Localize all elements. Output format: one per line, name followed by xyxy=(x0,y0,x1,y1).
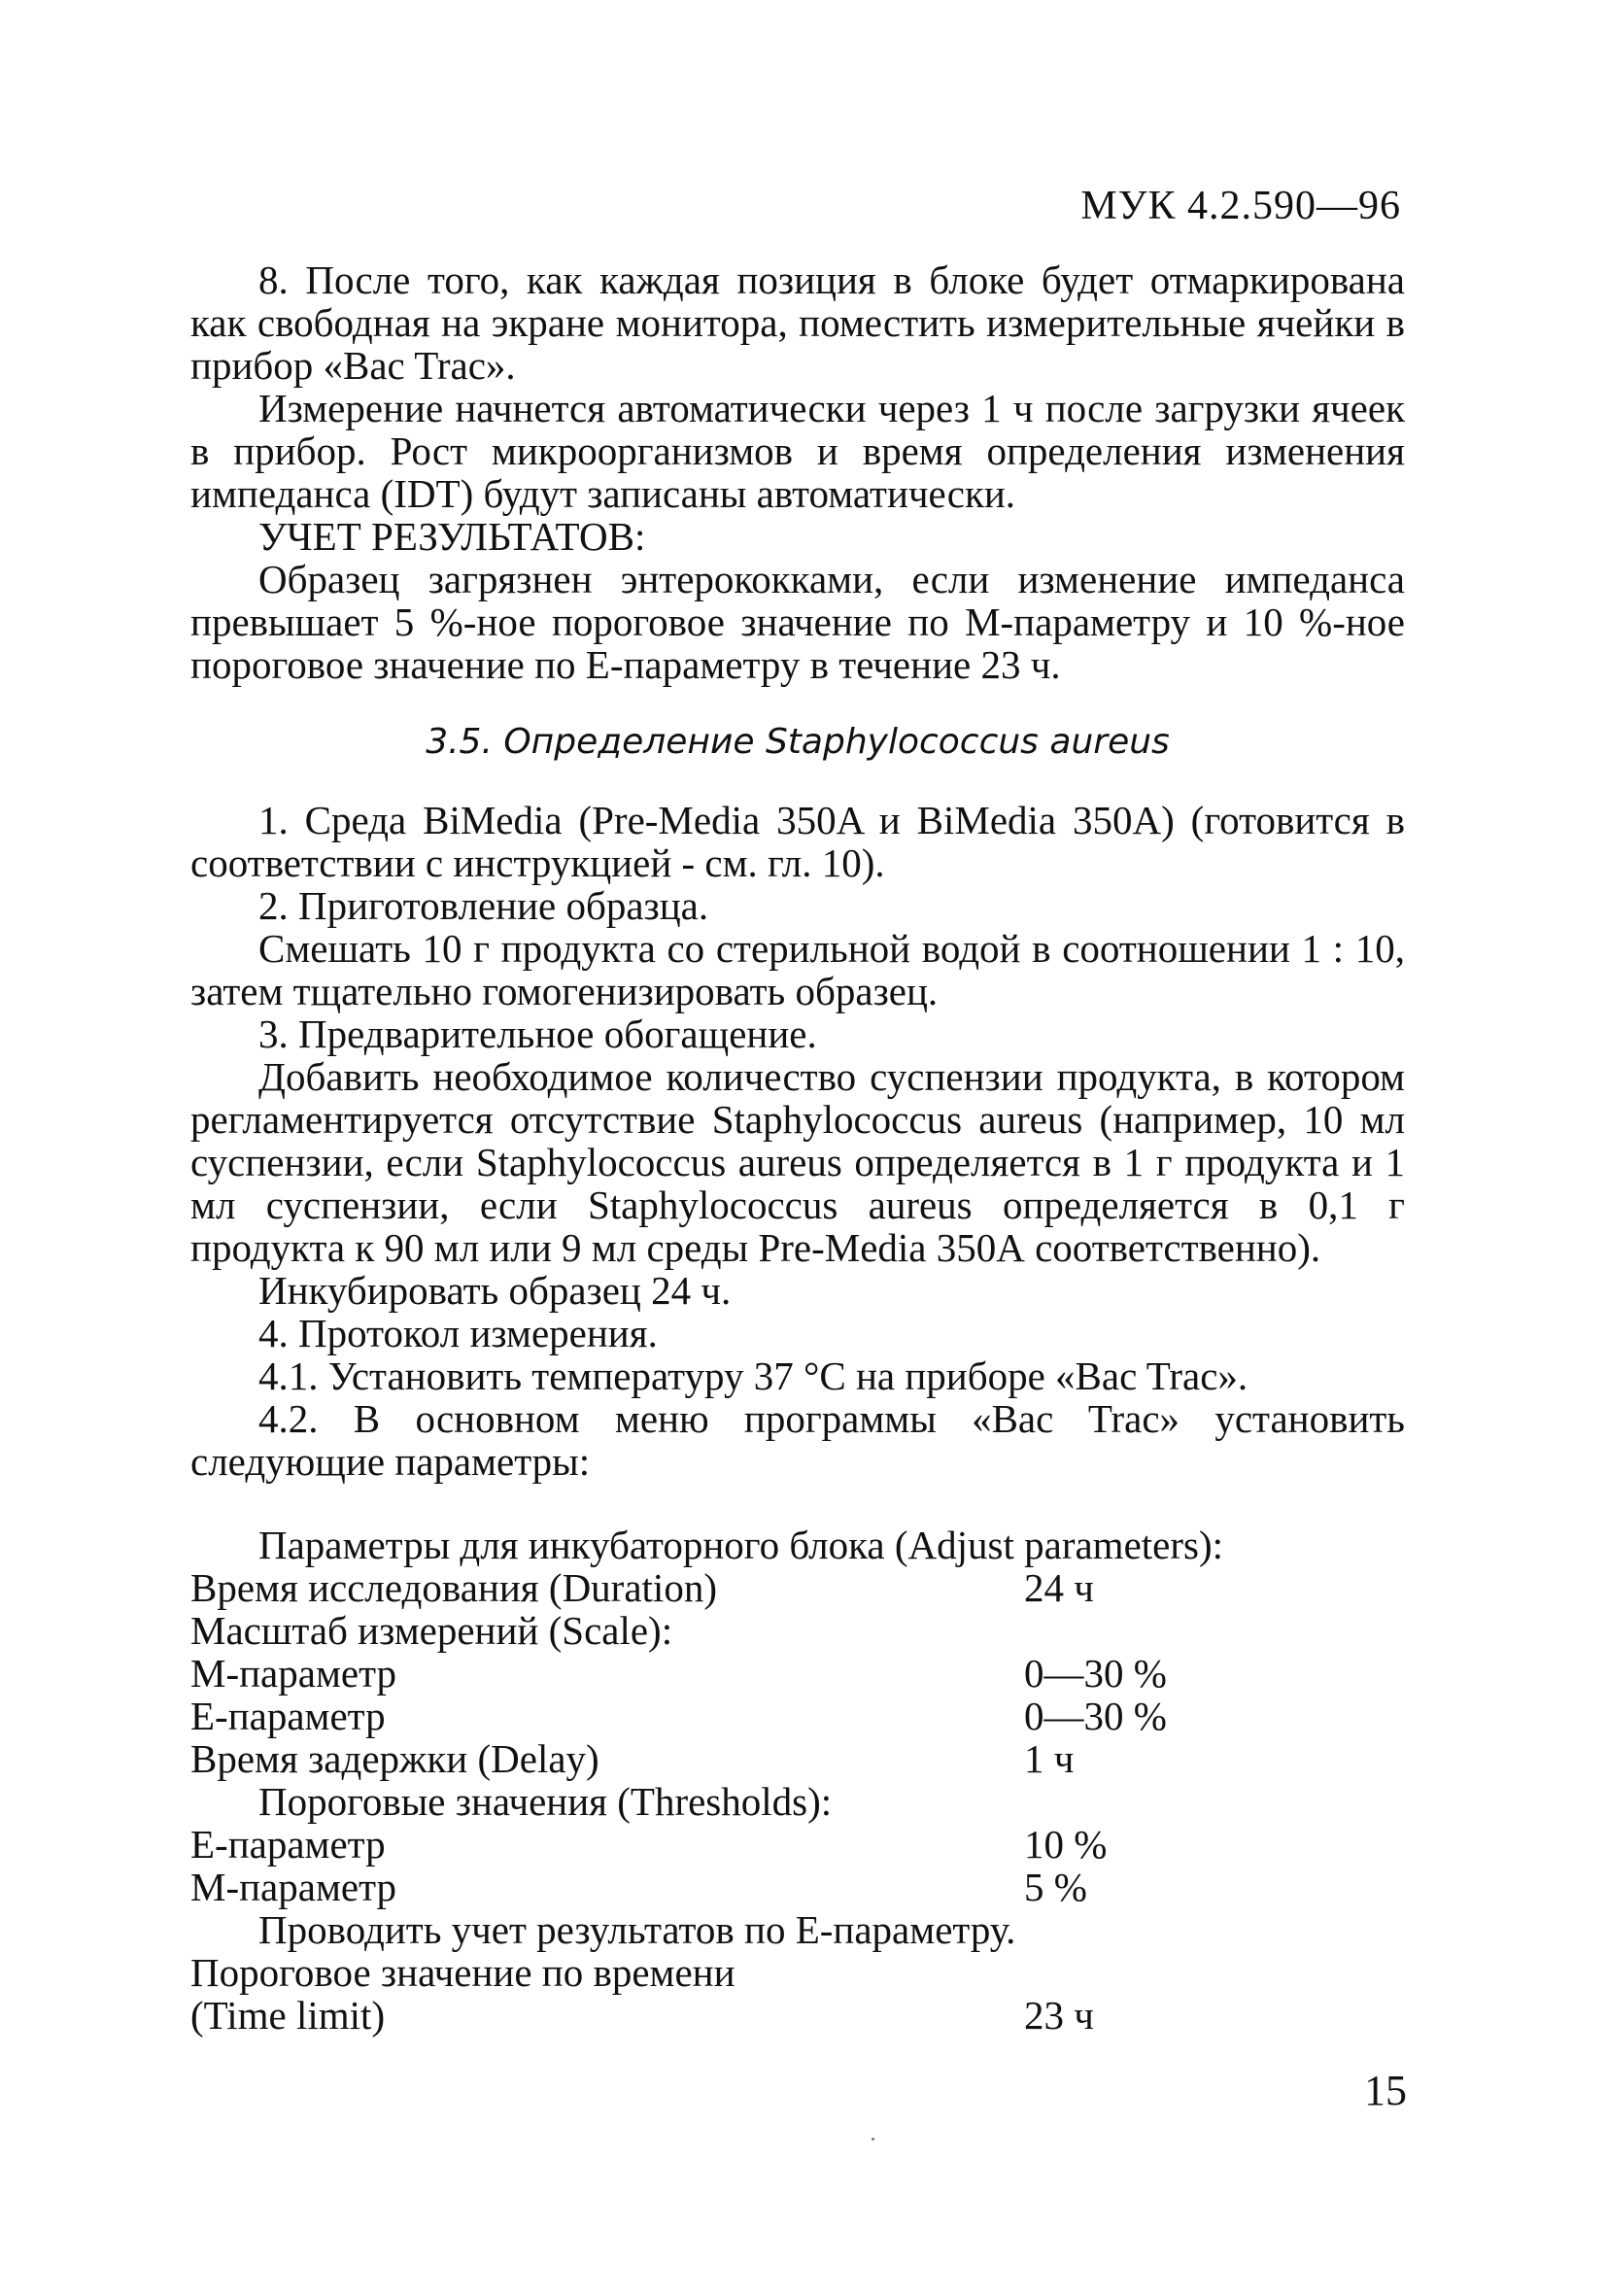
param-threshold-m-value: 5 % xyxy=(1024,1865,1087,1909)
param-threshold-e-value: 10 % xyxy=(1024,1822,1108,1867)
param-time-limit-value: 23 ч xyxy=(1024,1993,1094,2038)
param-time-limit-label-2: (Time limit) xyxy=(190,1993,386,2038)
param-e-label: Е-параметр xyxy=(190,1694,386,1738)
param-thresholds-heading xyxy=(190,1780,1405,1823)
paragraph-sample-prep: Смешать 10 г продукта со стерильной водой в соотношении 1 : 10, затем тщательно гомогенизировать образец. xyxy=(190,926,1405,1013)
param-thresholds-heading-text: Пороговые значения (Thresholds): xyxy=(258,1779,833,1824)
param-row-threshold-e xyxy=(190,1823,1405,1866)
param-e-value: 0—30 % xyxy=(1024,1694,1167,1738)
param-row-eval xyxy=(190,1908,1405,1951)
param-row-time-limit-1 xyxy=(190,1951,1405,1994)
paragraph-step-8: 8. После того, как каждая позиция в блоке будет отмаркирована как свободная на экране монитора, поместить измерительные ячейки в прибор «Bac Trac». xyxy=(190,257,1405,388)
paragraph-sample-prep-title: 2. Приготовление образца. xyxy=(258,883,709,928)
param-row-e xyxy=(190,1695,1405,1737)
param-threshold-e-label: Е-параметр xyxy=(190,1822,386,1867)
paragraph-enrichment: Добавить необходимое количество суспензии продукта, в котором регламентируется отсутствие Staphylococcus aureus (например, 10 мл суспензии, если Staphylococcus aureus определяется в 1 г продукта и 1 мл суспензии, если Staphylococcus aureus определяется в 0,1 г продукта к 90 мл или 9 мл среды Pre-Media 350А соответственно). xyxy=(190,1054,1405,1270)
parameter-list xyxy=(190,1524,1405,2048)
param-m-value: 0—30 % xyxy=(1024,1651,1167,1696)
param-scale-label: Масштаб измерений (Scale): xyxy=(190,1608,673,1653)
document-code-header: МУК 4.2.590—96 xyxy=(1080,184,1401,228)
paragraph-menu-params: 4.2. В основном меню программы «Bac Trac» установить следующие параметры: xyxy=(190,1396,1405,1484)
paragraph-block-measurement xyxy=(190,258,1405,686)
param-row-threshold-m xyxy=(190,1866,1405,1908)
paragraph-block-staphylococcus xyxy=(190,799,1405,1483)
section-title-wrapper xyxy=(190,721,1405,764)
param-row-delay xyxy=(190,1737,1405,1780)
paragraph-measurement-start: Измерение начнется автоматически через 1 ч после загрузки ячеек в прибор. Рост микроорганизмов и время определения изменения импеданса (IDT) будут записаны автоматически. xyxy=(190,386,1405,516)
section-title: 3.5. Определение Staphylococcus aureus xyxy=(426,722,1170,762)
param-m-label: М-параметр xyxy=(190,1651,397,1696)
param-eval-text: Проводить учет результатов по Е-параметру. xyxy=(258,1907,1016,1952)
param-row-m xyxy=(190,1652,1405,1695)
param-adjust-heading xyxy=(190,1524,1405,1566)
param-threshold-m-label: М-параметр xyxy=(190,1865,397,1909)
paragraph-temperature: 4.1. Установить температуру 37 °С на приборе «Bac Trac». xyxy=(258,1354,1248,1398)
paragraph-protocol-title: 4. Протокол измерения. xyxy=(258,1311,658,1355)
paragraph-incubate: Инкубировать образец 24 ч. xyxy=(258,1268,732,1313)
param-row-scale xyxy=(190,1609,1405,1652)
paragraph-enrichment-title: 3. Предварительное обогащение. xyxy=(258,1011,817,1056)
paragraph-results: Образец загрязнен энтерококками, если изменение импеданса превышает 5 %-ное пороговое значение по М-параметру и 10 %-ное пороговое значение по Е-параметру в течение 23 ч. xyxy=(190,557,1405,687)
param-time-limit-label-1: Пороговое значение по времени xyxy=(190,1950,735,1995)
scan-speck xyxy=(872,2138,874,2141)
param-delay-label: Время задержки (Delay) xyxy=(190,1736,599,1781)
paragraph-media: 1. Среда BiMedia (Pre-Media 350A и BiMedia 350А) (готовится в соответствии с инструкцией - см. гл. 10). xyxy=(190,798,1405,885)
param-adjust-heading-text: Параметры для инкубаторного блока (Adjust parameters): xyxy=(258,1523,1224,1567)
page-number: 15 xyxy=(1364,2067,1407,2114)
results-heading: УЧЕТ РЕЗУЛЬТАТОВ: xyxy=(258,514,646,559)
param-duration-label: Время исследования (Duration) xyxy=(190,1565,717,1610)
param-delay-value: 1 ч xyxy=(1024,1736,1075,1781)
param-duration-value: 24 ч xyxy=(1024,1565,1094,1610)
param-row-time-limit-2 xyxy=(190,1994,1405,2037)
param-row-duration xyxy=(190,1566,1405,1609)
